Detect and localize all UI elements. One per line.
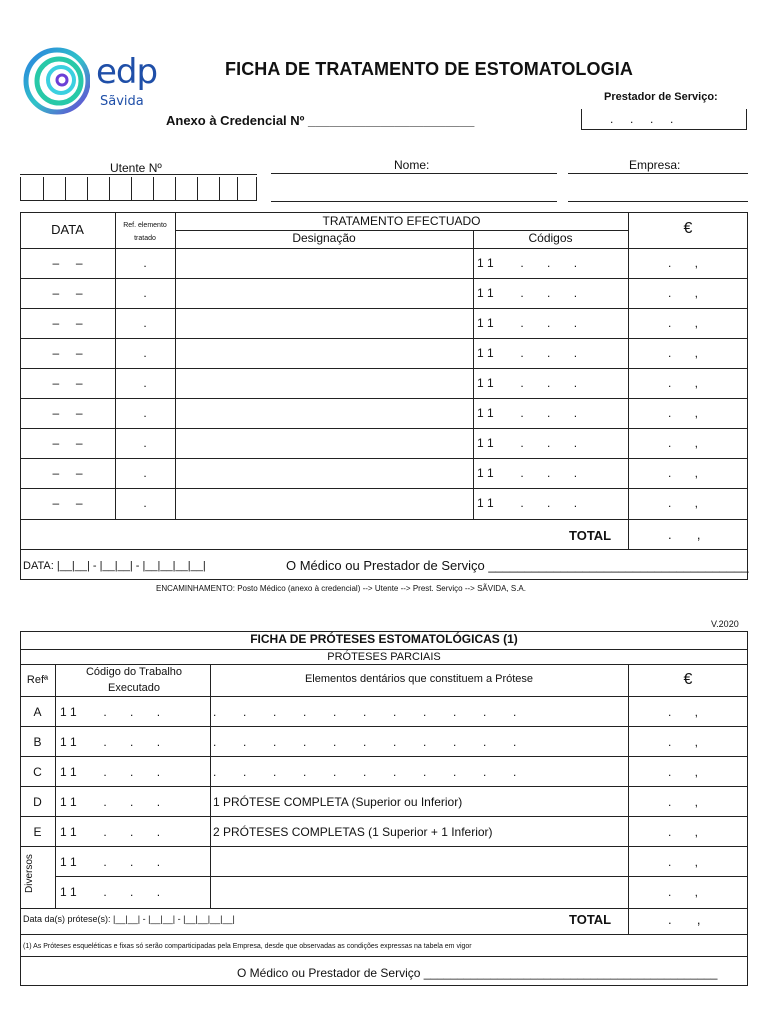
nome-label: Nome: [394,158,430,172]
row-value[interactable]: . , [668,346,699,360]
prosthesis-elements[interactable]: 2 PRÓTESES COMPLETAS (1 Superior + 1 Inferior) [213,825,493,839]
col2-euro: € [683,671,693,688]
nome-field[interactable] [271,173,557,174]
prosthesis-value[interactable]: . , [668,885,699,899]
prosthesis-value[interactable]: . , [668,825,699,839]
protese-date-line[interactable]: Data da(s) prótese(s): |__|__| - |__|__| - |__|__|__|__| [23,914,235,924]
empresa-label: Empresa: [629,158,681,172]
prestador-dots: . . . . [610,112,674,126]
prosthesis-ref: C [33,765,42,779]
row-code[interactable]: 1 1 . . . [477,496,578,510]
brand-sub: Sãvida [100,94,144,109]
swirl-logo-icon [22,46,90,116]
prosthesis-code[interactable]: 1 1 . . . [60,735,161,749]
row-date[interactable]: – – [52,346,83,360]
form2-subtitle: PRÓTESES PARCIAIS [327,651,441,663]
footnote: (1) As Próteses esqueléticas e fixas só serão comparticipadas pela Empresa, desde que observadas as condições expressas na tabela em vigor [23,943,472,950]
row-designation[interactable] [176,368,472,398]
col-euro: € [683,220,693,237]
row-designation[interactable] [176,488,472,518]
col2-elementos: Elementos dentários que constituem a Prótese [304,673,534,685]
row-code[interactable]: 1 1 . . . [477,466,578,480]
row-ref[interactable]: . [143,406,147,420]
total2-value[interactable]: . , [668,912,701,927]
row-designation[interactable] [176,248,472,278]
row-value[interactable]: . , [668,316,699,330]
row-ref[interactable]: . [143,376,147,390]
date-line[interactable]: DATA: |__|__| - |__|__| - |__|__|__|__| [23,560,206,572]
total-label: TOTAL [569,528,612,543]
prosthesis-value[interactable]: . , [668,735,699,749]
prosthesis-ref: D [33,795,42,809]
prosthesis-elements[interactable]: . . . . . . . . . . . [213,705,517,719]
medico2-line[interactable]: O Médico ou Prestador de Serviço ____________________________________________ [237,966,718,980]
prosthesis-elements[interactable]: 1 PRÓTESE COMPLETA (Superior ou Inferior) [213,795,463,809]
empresa-field[interactable] [568,173,748,174]
prosthesis-elements[interactable]: . . . . . . . . . . . [213,765,517,779]
prosthesis-code[interactable]: 1 1 . . . [60,705,161,719]
row-value[interactable]: . , [668,286,699,300]
prosthesis-code[interactable]: 1 1 . . . [60,765,161,779]
version: V.2020 [711,619,739,629]
form2-title: FICHA DE PRÓTESES ESTOMATOLÓGICAS (1) [250,632,518,646]
row-date[interactable]: – – [52,406,83,420]
row-value[interactable]: . , [668,436,699,450]
row-value[interactable]: . , [668,376,699,390]
row-code[interactable]: 1 1 . . . [477,406,578,420]
utente-label: Utente Nº [110,161,162,175]
prosthesis-code[interactable]: 1 1 . . . [60,855,161,869]
row-value[interactable]: . , [668,496,699,510]
row-designation[interactable] [176,458,472,488]
col2-ref: Refª [26,674,49,686]
row-ref[interactable]: . [143,316,147,330]
prestador-label: Prestador de Serviço: [604,91,718,103]
prosthesis-value[interactable]: . , [668,855,699,869]
row-date[interactable]: – – [52,376,83,390]
total2-label: TOTAL [569,912,612,927]
row-ref[interactable]: . [143,256,147,270]
row-code[interactable]: 1 1 . . . [477,436,578,450]
diversos-label: Diversos [24,854,35,893]
row-date[interactable]: – – [52,466,83,480]
row-code[interactable]: 1 1 . . . [477,256,578,270]
encaminhamento: ENCAMINHAMENTO: Posto Médico (anexo à credencial) --> Utente --> Prest. Serviço --> SÃVIDA, S.A. [156,584,526,593]
row-ref[interactable]: . [143,346,147,360]
col-data: DATA [51,222,84,237]
col-ref: Ref. elemento tratado [123,222,167,242]
prosthesis-ref: A [33,705,42,719]
edp-logo [22,46,162,116]
row-code[interactable]: 1 1 . . . [477,346,578,360]
row-code[interactable]: 1 1 . . . [477,316,578,330]
medico-line[interactable]: O Médico ou Prestador de Serviço ____________________________________ [286,558,749,573]
row-designation[interactable] [176,398,472,428]
row-date[interactable]: – – [52,436,83,450]
row-date[interactable]: – – [52,256,83,270]
prosthesis-value[interactable]: . , [668,795,699,809]
row-date[interactable]: – – [52,286,83,300]
row-code[interactable]: 1 1 . . . [477,376,578,390]
prosthesis-value[interactable]: . , [668,765,699,779]
row-value[interactable]: . , [668,406,699,420]
col2-codigo: Código do Trabalho Executado [85,666,182,694]
prosthesis-elements[interactable]: . . . . . . . . . . . [213,735,517,749]
row-code[interactable]: 1 1 . . . [477,286,578,300]
row-ref[interactable]: . [143,496,147,510]
row-date[interactable]: – – [52,496,83,510]
brand-name: edp [96,52,158,92]
utente-field[interactable] [20,177,257,201]
total-value[interactable]: . , [668,527,701,542]
prosthesis-code[interactable]: 1 1 . . . [60,885,161,899]
row-ref[interactable]: . [143,286,147,300]
anexo-label[interactable]: Anexo à Credencial Nº _______________________ [166,113,475,128]
form1-title: FICHA DE TRATAMENTO DE ESTOMATOLOGIA [225,59,633,79]
prestador-field[interactable] [581,109,747,130]
col-codigos: Códigos [528,231,573,245]
row-ref[interactable]: . [143,466,147,480]
prosthesis-code[interactable]: 1 1 . . . [60,825,161,839]
prosthesis-ref: E [33,825,42,839]
row-value[interactable]: . , [668,256,699,270]
row-date[interactable]: – – [52,316,83,330]
row-designation[interactable] [176,428,472,458]
col-designacao: Designação [292,231,356,245]
row-designation[interactable] [176,278,472,308]
row-designation[interactable] [176,338,472,368]
row-ref[interactable]: . [143,436,147,450]
prosthesis-value[interactable]: . , [668,705,699,719]
col-tratamento: TRATAMENTO EFECTUADO [322,214,481,228]
prosthesis-code[interactable]: 1 1 . . . [60,795,161,809]
row-value[interactable]: . , [668,466,699,480]
prosthesis-ref: B [33,735,42,749]
row-designation[interactable] [176,308,472,338]
